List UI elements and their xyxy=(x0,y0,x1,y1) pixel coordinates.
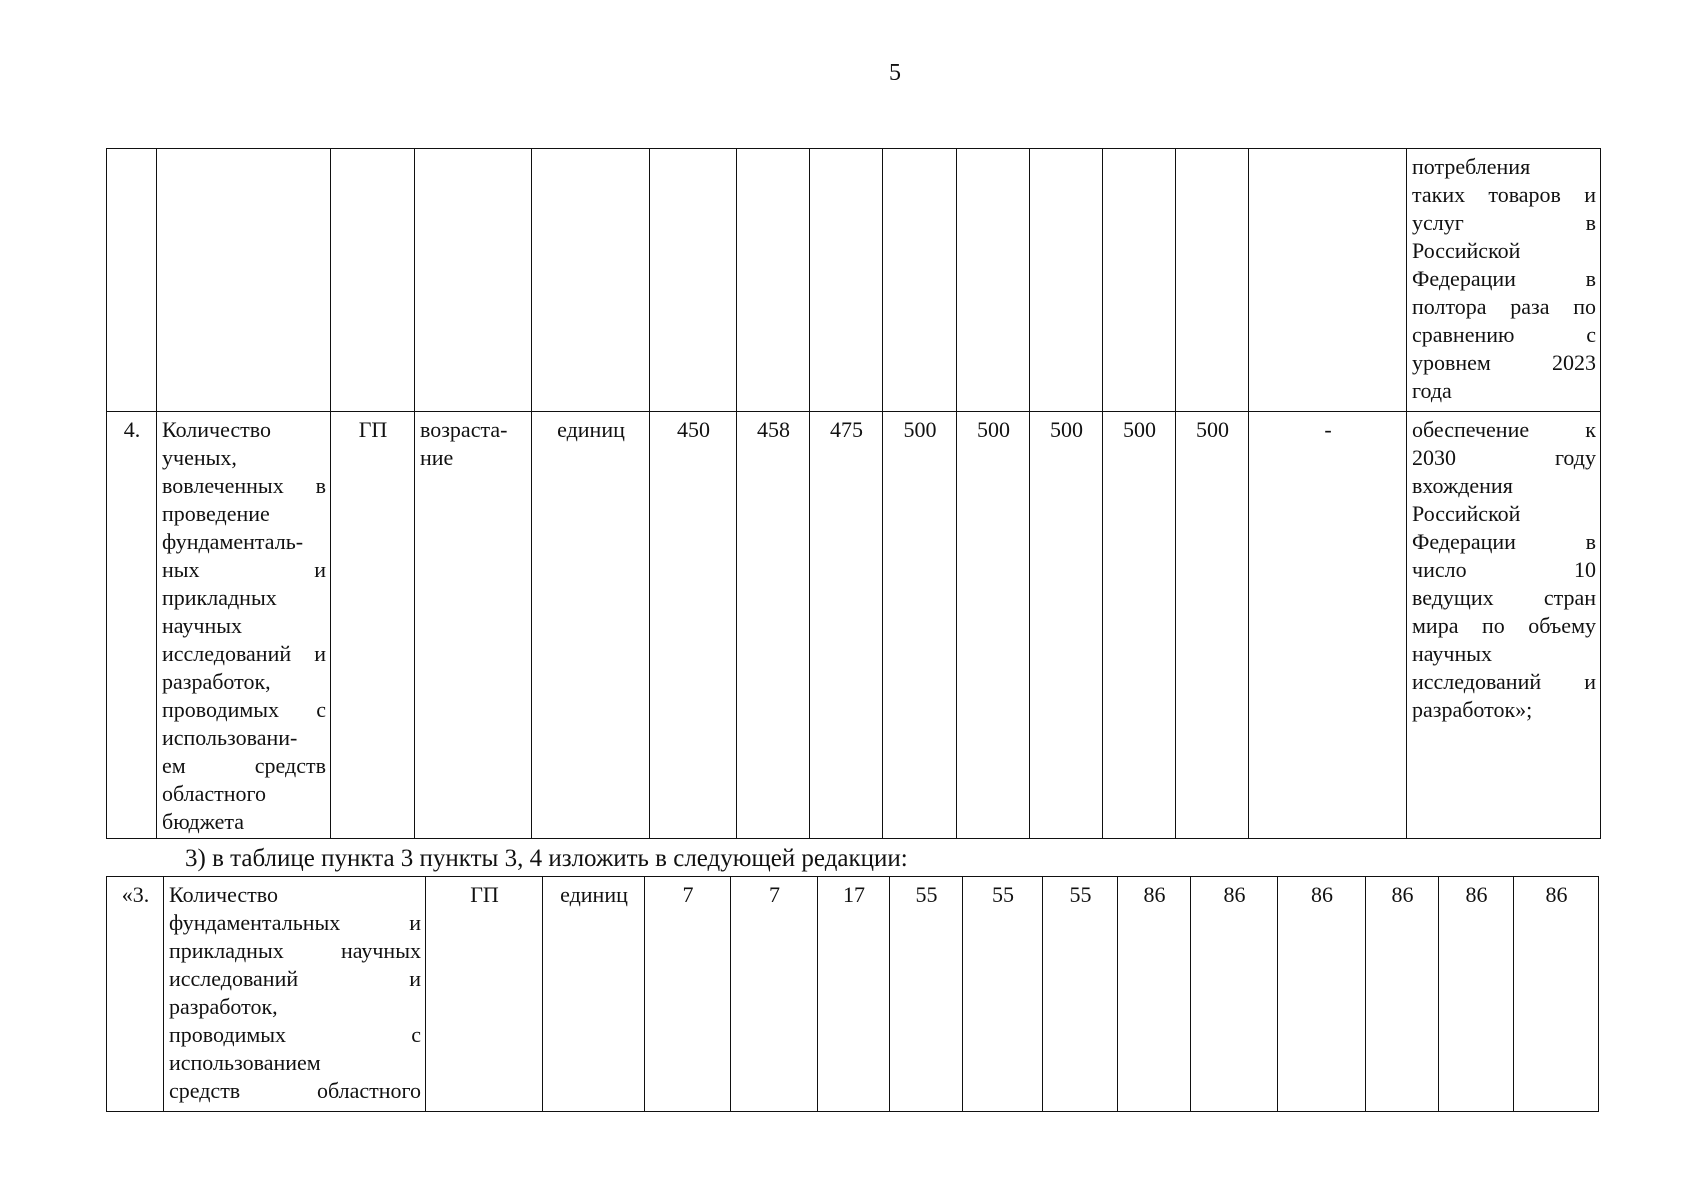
name-line: фундаменталь- xyxy=(162,529,304,554)
name-line: использованием xyxy=(169,1050,321,1075)
cell-value: 500 xyxy=(1176,412,1249,839)
cell-value: 55 xyxy=(1043,877,1118,1112)
name-line: проведение xyxy=(162,501,270,526)
goal-line: Федерации в xyxy=(1412,529,1596,554)
name-line: фундаментальных и xyxy=(169,910,421,935)
cell-level xyxy=(331,149,415,412)
goal-line: услуг в xyxy=(1412,210,1596,235)
goal-line: полтора раза по xyxy=(1412,294,1596,319)
goal-line: вхождения xyxy=(1412,473,1513,498)
name-line: ученых, xyxy=(162,445,237,470)
cell-unit xyxy=(532,149,650,412)
cell-value xyxy=(1030,149,1103,412)
table-row xyxy=(107,149,1601,412)
name-line: областного xyxy=(162,781,267,806)
cell-value: 86 xyxy=(1278,877,1366,1112)
cell-name xyxy=(157,149,331,412)
cell-value: 86 xyxy=(1514,877,1599,1112)
cell-number: «3. xyxy=(107,877,164,1112)
cell-value: 500 xyxy=(1103,412,1176,839)
cell-value: 7 xyxy=(645,877,731,1112)
name-line: прикладных научных xyxy=(169,938,421,963)
name-line: прикладных xyxy=(162,585,277,610)
cell-level: ГП xyxy=(331,412,415,839)
cell-goal xyxy=(1407,412,1601,839)
name-line: проводимых с xyxy=(162,697,326,722)
name-line: Количество xyxy=(169,882,279,907)
cell-value: 55 xyxy=(963,877,1043,1112)
cell-unit: единиц xyxy=(543,877,645,1112)
cell-unit: единиц xyxy=(532,412,650,839)
cell-name xyxy=(157,412,331,839)
name-line: разработок, xyxy=(169,994,278,1019)
cell-value xyxy=(957,149,1030,412)
cell-name xyxy=(164,877,426,1112)
cell-value: 500 xyxy=(957,412,1030,839)
goal-line: Российской xyxy=(1412,501,1521,526)
cell-value: 458 xyxy=(737,412,810,839)
name-line: Количество xyxy=(162,417,272,442)
cell-value xyxy=(810,149,883,412)
goal-line: таких товаров и xyxy=(1412,182,1596,207)
cell-value: 86 xyxy=(1439,877,1514,1112)
name-line: бюджета xyxy=(162,809,245,834)
goal-line: ведущих стран xyxy=(1412,585,1596,610)
name-line: разработок, xyxy=(162,669,271,694)
goal-line: 2030 году xyxy=(1412,445,1596,470)
table-row xyxy=(107,877,1599,1112)
name-line: исследований и xyxy=(162,641,326,666)
name-line: средств областного xyxy=(169,1078,421,1103)
cell-value xyxy=(737,149,810,412)
goal-line: сравнению с xyxy=(1412,322,1596,347)
goal-line: уровнем 2023 xyxy=(1412,350,1596,375)
cell-value: 500 xyxy=(1030,412,1103,839)
table-row xyxy=(107,412,1601,839)
goal-line: года xyxy=(1412,378,1452,403)
goal-line: научных xyxy=(1412,641,1493,666)
goal-line: обеспечение к xyxy=(1412,417,1596,442)
direction-line: ние xyxy=(420,445,454,470)
name-line: использовани- xyxy=(162,725,298,750)
name-line: проводимых с xyxy=(169,1022,421,1047)
indicators-table-continued xyxy=(106,148,1601,839)
cell-note xyxy=(1249,149,1407,412)
cell-direction xyxy=(415,412,532,839)
goal-line: мира по объему xyxy=(1412,613,1596,638)
cell-value xyxy=(650,149,737,412)
cell-direction xyxy=(415,149,532,412)
cell-value: 17 xyxy=(818,877,890,1112)
cell-value: 500 xyxy=(883,412,957,839)
cell-value: 475 xyxy=(810,412,883,839)
cell-value: 7 xyxy=(731,877,818,1112)
amendment-subheading: 3) в таблице пункта 3 пункты 3, 4 изложить в следующей редакции: xyxy=(185,845,908,872)
cell-number xyxy=(107,149,157,412)
page-number: 5 xyxy=(889,60,901,86)
cell-note: - xyxy=(1249,412,1407,839)
name-line: ем средств xyxy=(162,753,326,778)
name-line: научных xyxy=(162,613,243,638)
cell-value: 86 xyxy=(1366,877,1439,1112)
goal-line: Российской xyxy=(1412,238,1521,263)
cell-value xyxy=(1103,149,1176,412)
direction-line: возраста- xyxy=(420,417,508,442)
indicators-table-new xyxy=(106,876,1599,1112)
goal-line: разработок»; xyxy=(1412,697,1533,722)
name-line: ных и xyxy=(162,557,326,582)
cell-value xyxy=(883,149,957,412)
name-line: исследований и xyxy=(169,966,421,991)
cell-value: 86 xyxy=(1118,877,1191,1112)
goal-line: Федерации в xyxy=(1412,266,1596,291)
cell-value: 86 xyxy=(1191,877,1278,1112)
goal-line: потребления xyxy=(1412,154,1531,179)
cell-value xyxy=(1176,149,1249,412)
name-line: вовлеченных в xyxy=(162,473,326,498)
cell-goal xyxy=(1407,149,1601,412)
cell-level: ГП xyxy=(426,877,543,1112)
goal-line: число 10 xyxy=(1412,557,1596,582)
goal-line: исследований и xyxy=(1412,669,1596,694)
cell-number: 4. xyxy=(107,412,157,839)
cell-value: 450 xyxy=(650,412,737,839)
cell-value: 55 xyxy=(890,877,963,1112)
